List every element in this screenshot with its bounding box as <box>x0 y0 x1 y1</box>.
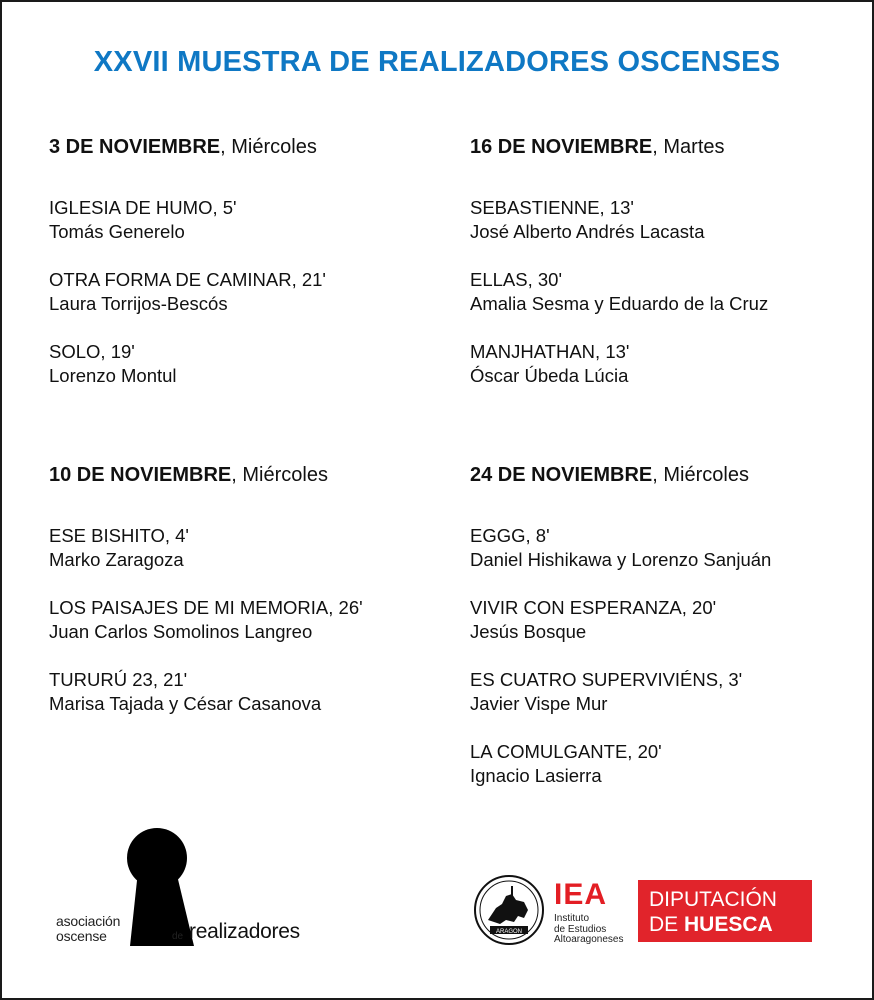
film-entry <box>49 524 429 572</box>
film-entry <box>49 268 429 316</box>
film-director: Ignacio Lasierra <box>470 765 602 786</box>
day-date: 24 DE NOVIEMBRE <box>470 464 653 486</box>
dph-logo <box>638 880 812 942</box>
film-director: Lorenzo Montul <box>49 365 177 386</box>
film-title: SEBASTIENNE, 13' <box>470 197 634 218</box>
film-title: ESE BISHITO, 4' <box>49 525 189 546</box>
keyhole-icon <box>124 826 194 946</box>
dph-line2 <box>649 912 812 937</box>
day-block <box>49 135 429 412</box>
film-entry <box>470 596 850 644</box>
film-director: Marisa Tajada y César Casanova <box>49 693 322 714</box>
film-director: Amalia Sesma y Eduardo de la Cruz <box>470 293 769 314</box>
poster-title: XXVII MUESTRA DE REALIZADORES OSCENSES <box>93 46 781 78</box>
film-director: Juan Carlos Somolinos Langreo <box>49 621 313 642</box>
day-weekday: , Miércoles <box>220 136 317 158</box>
day-heading <box>49 463 429 487</box>
aor-line2: oscense <box>56 928 107 944</box>
film-entry <box>49 668 429 716</box>
day-block <box>470 135 850 412</box>
film-entry <box>470 340 850 388</box>
film-title: LA COMULGANTE, 20' <box>470 741 662 762</box>
film-director: Javier Vispe Mur <box>470 693 608 714</box>
film-director: Daniel Hishikawa y Lorenzo Sanjuán <box>470 549 772 570</box>
film-director: Laura Torrijos-Bescós <box>49 293 228 314</box>
film-title: ELLAS, 30' <box>470 269 562 290</box>
day-weekday: , Martes <box>652 136 725 158</box>
aor-name: realizadores <box>189 920 300 943</box>
film-director: José Alberto Andrés Lacasta <box>470 221 705 242</box>
day-block <box>49 463 429 740</box>
film-title: TURURÚ 23, 21' <box>49 669 188 690</box>
film-director: Jesús Bosque <box>470 621 587 642</box>
aor-logo-text <box>56 914 120 944</box>
film-entry <box>49 196 429 244</box>
film-entry <box>49 596 429 644</box>
film-entry <box>470 740 850 788</box>
aor-de: de <box>172 931 184 942</box>
iea-acronym: IEA <box>554 878 608 911</box>
day-date: 3 DE NOVIEMBRE <box>49 136 221 158</box>
film-entry <box>49 340 429 388</box>
day-block <box>470 463 850 812</box>
film-entry <box>470 268 850 316</box>
film-director: Óscar Úbeda Lúcia <box>470 365 629 386</box>
iea-line2: de Estudios <box>554 923 607 935</box>
film-title: MANJHATHAN, 13' <box>470 341 630 362</box>
film-entry <box>470 524 850 572</box>
film-title: VIVIR CON ESPERANZA, 20' <box>470 597 717 618</box>
iea-logo <box>472 874 632 946</box>
day-date: 16 DE NOVIEMBRE <box>470 136 653 158</box>
day-date: 10 DE NOVIEMBRE <box>49 464 232 486</box>
film-entry <box>470 668 850 716</box>
iea-full-name <box>554 914 624 946</box>
film-director: Marko Zaragoza <box>49 549 184 570</box>
dph-line2-bold: HUESCA <box>684 913 773 936</box>
film-title: EGGG, 8' <box>470 525 550 546</box>
dph-line2-prefix: DE <box>649 913 685 936</box>
film-title: ES CUATRO SUPERVIVIÉNS, 3' <box>470 669 743 690</box>
iea-line1: Instituto <box>554 913 590 924</box>
film-director: Tomás Generelo <box>49 221 185 242</box>
aor-line1: asociación <box>56 913 121 929</box>
film-title: OTRA FORMA DE CAMINAR, 21' <box>49 269 326 290</box>
film-title: IGLESIA DE HUMO, 5' <box>49 197 237 218</box>
film-title: SOLO, 19' <box>49 341 135 362</box>
film-entry <box>470 196 850 244</box>
day-weekday: , Miércoles <box>231 464 328 486</box>
iea-line3: Altoaragoneses <box>554 934 624 945</box>
dph-line1: DIPUTACIÓN <box>649 888 777 911</box>
day-heading <box>49 135 429 159</box>
iea-seal-text: ARAGON <box>495 929 523 935</box>
day-heading <box>470 463 850 487</box>
aor-logo <box>54 822 354 952</box>
day-heading <box>470 135 850 159</box>
iea-seal-icon <box>472 874 546 946</box>
day-weekday: , Miércoles <box>652 464 749 486</box>
film-title: LOS PAISAJES DE MI MEMORIA, 26' <box>49 597 363 618</box>
